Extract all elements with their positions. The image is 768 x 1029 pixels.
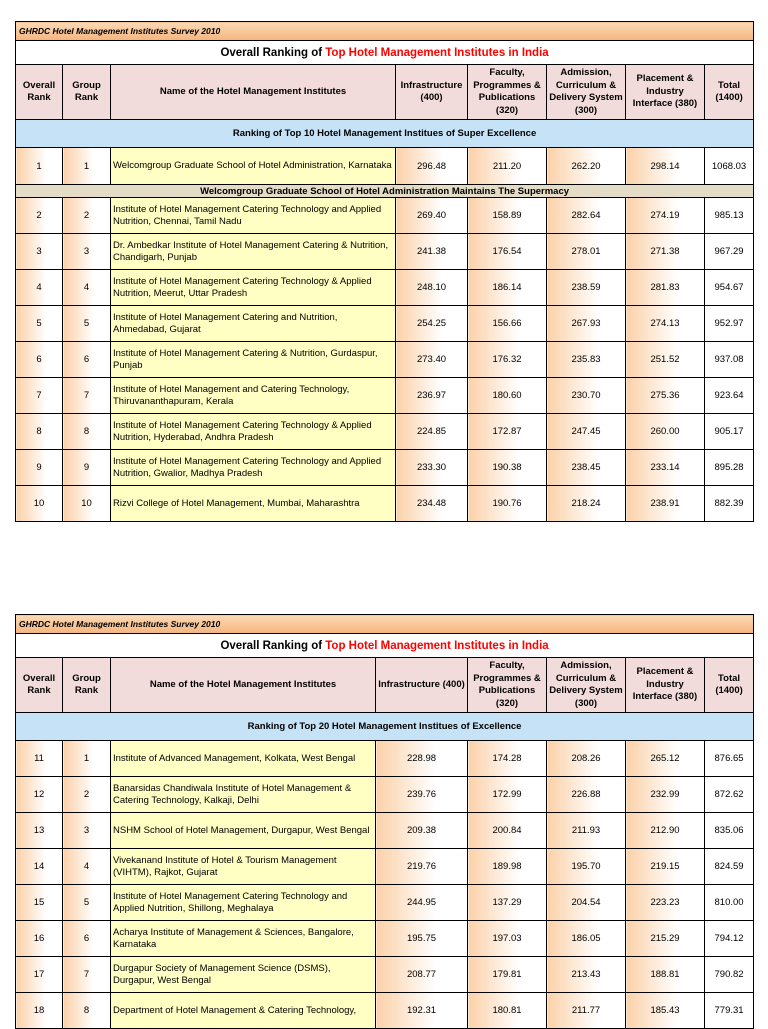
placement-score: 271.38 xyxy=(626,234,705,270)
infrastructure-score: 254.25 xyxy=(396,306,468,342)
group-rank: 2 xyxy=(63,198,111,234)
header-placement: Placement & Industry Interface (380) xyxy=(626,658,705,713)
infrastructure-score: 228.98 xyxy=(376,741,468,777)
faculty-score: 172.87 xyxy=(468,414,547,450)
placement-score: 274.19 xyxy=(626,198,705,234)
group-rank: 6 xyxy=(63,342,111,378)
institute-name: Institute of Hotel Management Catering Technology and Applied Nutrition, Gwalior, Madhya Pradesh xyxy=(111,450,396,486)
header-infrastructure: Infrastructure (400) xyxy=(376,658,468,713)
faculty-score: 190.38 xyxy=(468,450,547,486)
admission-score: 278.01 xyxy=(547,234,626,270)
placement-score: 281.83 xyxy=(626,270,705,306)
institute-name: Rizvi College of Hotel Management, Mumbai, Maharashtra xyxy=(111,486,396,522)
admission-score: 226.88 xyxy=(547,777,626,813)
placement-score: 188.81 xyxy=(626,957,705,993)
group-rank: 3 xyxy=(63,234,111,270)
admission-score: 211.77 xyxy=(547,993,626,1029)
faculty-score: 174.28 xyxy=(468,741,547,777)
overall-rank: 6 xyxy=(16,342,63,378)
institute-name: Institute of Hotel Management and Catering Technology, Thiruvananthapuram, Kerala xyxy=(111,378,396,414)
total-score: 779.31 xyxy=(705,993,754,1029)
supremacy-note: Welcomgroup Graduate School of Hotel Administration Maintains The Supermacy xyxy=(16,185,754,198)
infrastructure-score: 248.10 xyxy=(396,270,468,306)
overall-rank: 11 xyxy=(16,741,63,777)
group-rank: 4 xyxy=(63,849,111,885)
total-score: 790.82 xyxy=(705,957,754,993)
placement-score: 274.13 xyxy=(626,306,705,342)
placement-score: 232.99 xyxy=(626,777,705,813)
group-rank: 8 xyxy=(63,993,111,1029)
faculty-score: 197.03 xyxy=(468,921,547,957)
faculty-score: 186.14 xyxy=(468,270,547,306)
infrastructure-score: 219.76 xyxy=(376,849,468,885)
table-row xyxy=(16,198,754,234)
group-rank: 4 xyxy=(63,270,111,306)
overall-rank: 4 xyxy=(16,270,63,306)
total-score: 952.97 xyxy=(705,306,754,342)
table-title xyxy=(16,41,754,65)
admission-score: 282.64 xyxy=(547,198,626,234)
total-score: 967.29 xyxy=(705,234,754,270)
ranking-table xyxy=(15,614,754,1029)
overall-rank: 7 xyxy=(16,378,63,414)
ranking-table-body xyxy=(16,615,754,1029)
total-score: 872.62 xyxy=(705,777,754,813)
total-score: 905.17 xyxy=(705,414,754,450)
placement-score: 238.91 xyxy=(626,486,705,522)
table-row xyxy=(16,414,754,450)
admission-score: 238.59 xyxy=(547,270,626,306)
total-score: 810.00 xyxy=(705,885,754,921)
survey-label: GHRDC Hotel Management Institutes Survey 2010 xyxy=(16,615,754,634)
table-row xyxy=(16,741,754,777)
institute-name: Acharya Institute of Management & Sciences, Bangalore, Karnataka xyxy=(111,921,376,957)
table-row xyxy=(16,234,754,270)
table-row xyxy=(16,270,754,306)
overall-rank: 1 xyxy=(16,148,63,185)
table-row xyxy=(16,813,754,849)
admission-score: 247.45 xyxy=(547,414,626,450)
infrastructure-score: 195.75 xyxy=(376,921,468,957)
title-prefix: Overall Ranking of xyxy=(220,46,326,59)
institute-name: Vivekanand Institute of Hotel & Tourism Management (VIHTM), Rajkot, Gujarat xyxy=(111,849,376,885)
table-row xyxy=(16,957,754,993)
table-row xyxy=(16,450,754,486)
table-title xyxy=(16,634,754,658)
placement-score: 251.52 xyxy=(626,342,705,378)
placement-score: 219.15 xyxy=(626,849,705,885)
admission-score: 186.05 xyxy=(547,921,626,957)
admission-score: 262.20 xyxy=(547,148,626,185)
infrastructure-score: 236.97 xyxy=(396,378,468,414)
table-row xyxy=(16,342,754,378)
placement-score: 212.90 xyxy=(626,813,705,849)
column-header-row xyxy=(16,65,754,120)
group-rank: 1 xyxy=(63,148,111,185)
admission-score: 204.54 xyxy=(547,885,626,921)
overall-rank: 8 xyxy=(16,414,63,450)
overall-rank: 10 xyxy=(16,486,63,522)
infrastructure-score: 273.40 xyxy=(396,342,468,378)
column-header-row xyxy=(16,658,754,713)
overall-rank: 17 xyxy=(16,957,63,993)
placement-score: 298.14 xyxy=(626,148,705,185)
table-row xyxy=(16,777,754,813)
ranking-table-body xyxy=(16,22,754,522)
group-rank: 10 xyxy=(63,486,111,522)
faculty-score: 158.89 xyxy=(468,198,547,234)
total-score: 954.67 xyxy=(705,270,754,306)
infrastructure-score: 209.38 xyxy=(376,813,468,849)
total-score: 824.59 xyxy=(705,849,754,885)
infrastructure-score: 208.77 xyxy=(376,957,468,993)
total-score: 876.65 xyxy=(705,741,754,777)
overall-rank: 16 xyxy=(16,921,63,957)
ranking-sheet-top-10 xyxy=(15,21,753,522)
header-overall-rank: Overall Rank xyxy=(16,658,63,713)
institute-name: Institute of Hotel Management Catering & Nutrition, Gurdaspur, Punjab xyxy=(111,342,396,378)
survey-label: GHRDC Hotel Management Institutes Survey 2010 xyxy=(16,22,754,41)
total-score: 985.13 xyxy=(705,198,754,234)
infrastructure-score: 234.48 xyxy=(396,486,468,522)
infrastructure-score: 244.95 xyxy=(376,885,468,921)
group-rank: 8 xyxy=(63,414,111,450)
group-rank: 1 xyxy=(63,741,111,777)
institute-name: Durgapur Society of Management Science (DSMS), Durgapur, West Bengal xyxy=(111,957,376,993)
placement-score: 233.14 xyxy=(626,450,705,486)
admission-score: 238.45 xyxy=(547,450,626,486)
header-placement: Placement & Industry Interface (380) xyxy=(626,65,705,120)
admission-score: 213.43 xyxy=(547,957,626,993)
ranking-sheet-top-20 xyxy=(15,614,753,1029)
group-rank: 2 xyxy=(63,777,111,813)
title-prefix: Overall Ranking of xyxy=(220,639,326,652)
admission-score: 218.24 xyxy=(547,486,626,522)
table-row xyxy=(16,378,754,414)
institute-name: Institute of Hotel Management Catering Technology and Applied Nutrition, Chennai, Tamil Nadu xyxy=(111,198,396,234)
admission-score: 267.93 xyxy=(547,306,626,342)
faculty-score: 156.66 xyxy=(468,306,547,342)
table-row xyxy=(16,148,754,185)
overall-rank: 3 xyxy=(16,234,63,270)
header-overall-rank: Overall Rank xyxy=(16,65,63,120)
institute-name: Dr. Ambedkar Institute of Hotel Management Catering & Nutrition, Chandigarh, Punjab xyxy=(111,234,396,270)
header-total: Total (1400) xyxy=(705,65,754,120)
admission-score: 195.70 xyxy=(547,849,626,885)
admission-score: 211.93 xyxy=(547,813,626,849)
admission-score: 208.26 xyxy=(547,741,626,777)
header-group-rank: Group Rank xyxy=(63,658,111,713)
header-group-rank: Group Rank xyxy=(63,65,111,120)
section-heading: Ranking of Top 10 Hotel Management Institues of Super Excellence xyxy=(16,120,754,148)
placement-score: 275.36 xyxy=(626,378,705,414)
overall-rank: 2 xyxy=(16,198,63,234)
institute-name: Institute of Hotel Management Catering Technology & Applied Nutrition, Hyderabad, Andhra Pradesh xyxy=(111,414,396,450)
placement-score: 223.23 xyxy=(626,885,705,921)
infrastructure-score: 241.38 xyxy=(396,234,468,270)
table-row xyxy=(16,885,754,921)
faculty-score: 180.60 xyxy=(468,378,547,414)
institute-name: Institute of Hotel Management Catering Technology and Applied Nutrition, Shillong, Meghalaya xyxy=(111,885,376,921)
overall-rank: 5 xyxy=(16,306,63,342)
institute-name: NSHM School of Hotel Management, Durgapur, West Bengal xyxy=(111,813,376,849)
group-rank: 7 xyxy=(63,378,111,414)
placement-score: 260.00 xyxy=(626,414,705,450)
title-highlight: Top Hotel Management Institutes in India xyxy=(325,46,549,59)
infrastructure-score: 239.76 xyxy=(376,777,468,813)
infrastructure-score: 224.85 xyxy=(396,414,468,450)
total-score: 895.28 xyxy=(705,450,754,486)
group-rank: 9 xyxy=(63,450,111,486)
header-infrastructure: Infrastructure (400) xyxy=(396,65,468,120)
total-score: 882.39 xyxy=(705,486,754,522)
faculty-score: 179.81 xyxy=(468,957,547,993)
overall-rank: 18 xyxy=(16,993,63,1029)
faculty-score: 180.81 xyxy=(468,993,547,1029)
placement-score: 185.43 xyxy=(626,993,705,1029)
group-rank: 5 xyxy=(63,306,111,342)
overall-rank: 12 xyxy=(16,777,63,813)
header-institute-name: Name of the Hotel Management Institutes xyxy=(111,658,376,713)
header-institute-name: Name of the Hotel Management Institutes xyxy=(111,65,396,120)
admission-score: 235.83 xyxy=(547,342,626,378)
infrastructure-score: 296.48 xyxy=(396,148,468,185)
overall-rank: 13 xyxy=(16,813,63,849)
admission-score: 230.70 xyxy=(547,378,626,414)
infrastructure-score: 233.30 xyxy=(396,450,468,486)
total-score: 937.08 xyxy=(705,342,754,378)
header-admission: Admission, Curriculum & Delivery System (300) xyxy=(547,658,626,713)
faculty-score: 190.76 xyxy=(468,486,547,522)
header-faculty: Faculty, Programmes & Publications (320) xyxy=(468,658,547,713)
title-highlight: Top Hotel Management Institutes in India xyxy=(325,639,549,652)
group-rank: 6 xyxy=(63,921,111,957)
section-heading: Ranking of Top 20 Hotel Management Institues of Excellence xyxy=(16,713,754,741)
total-score: 923.64 xyxy=(705,378,754,414)
infrastructure-score: 192.31 xyxy=(376,993,468,1029)
infrastructure-score: 269.40 xyxy=(396,198,468,234)
ranking-table xyxy=(15,21,754,522)
institute-name: Institute of Hotel Management Catering and Nutrition, Ahmedabad, Gujarat xyxy=(111,306,396,342)
header-total: Total (1400) xyxy=(705,658,754,713)
overall-rank: 14 xyxy=(16,849,63,885)
overall-rank: 9 xyxy=(16,450,63,486)
table-row xyxy=(16,849,754,885)
table-row xyxy=(16,306,754,342)
group-rank: 3 xyxy=(63,813,111,849)
placement-score: 215.29 xyxy=(626,921,705,957)
table-row xyxy=(16,486,754,522)
group-rank: 5 xyxy=(63,885,111,921)
faculty-score: 172.99 xyxy=(468,777,547,813)
table-row xyxy=(16,993,754,1029)
group-rank: 7 xyxy=(63,957,111,993)
overall-rank: 15 xyxy=(16,885,63,921)
institute-name: Institute of Advanced Management, Kolkata, West Bengal xyxy=(111,741,376,777)
table-row xyxy=(16,921,754,957)
institute-name: Welcomgroup Graduate School of Hotel Administration, Karnataka xyxy=(111,148,396,185)
faculty-score: 176.54 xyxy=(468,234,547,270)
institute-name: Department of Hotel Management & Catering Technology, xyxy=(111,993,376,1029)
placement-score: 265.12 xyxy=(626,741,705,777)
total-score: 1068.03 xyxy=(705,148,754,185)
header-admission: Admission, Curriculum & Delivery System (300) xyxy=(547,65,626,120)
faculty-score: 137.29 xyxy=(468,885,547,921)
total-score: 794.12 xyxy=(705,921,754,957)
header-faculty: Faculty, Programmes & Publications (320) xyxy=(468,65,547,120)
institute-name: Banarsidas Chandiwala Institute of Hotel Management & Catering Technology, Kalkaji, Delhi xyxy=(111,777,376,813)
faculty-score: 176.32 xyxy=(468,342,547,378)
institute-name: Institute of Hotel Management Catering Technology & Applied Nutrition, Meerut, Uttar Pradesh xyxy=(111,270,396,306)
total-score: 835.06 xyxy=(705,813,754,849)
faculty-score: 189.98 xyxy=(468,849,547,885)
faculty-score: 211.20 xyxy=(468,148,547,185)
faculty-score: 200.84 xyxy=(468,813,547,849)
